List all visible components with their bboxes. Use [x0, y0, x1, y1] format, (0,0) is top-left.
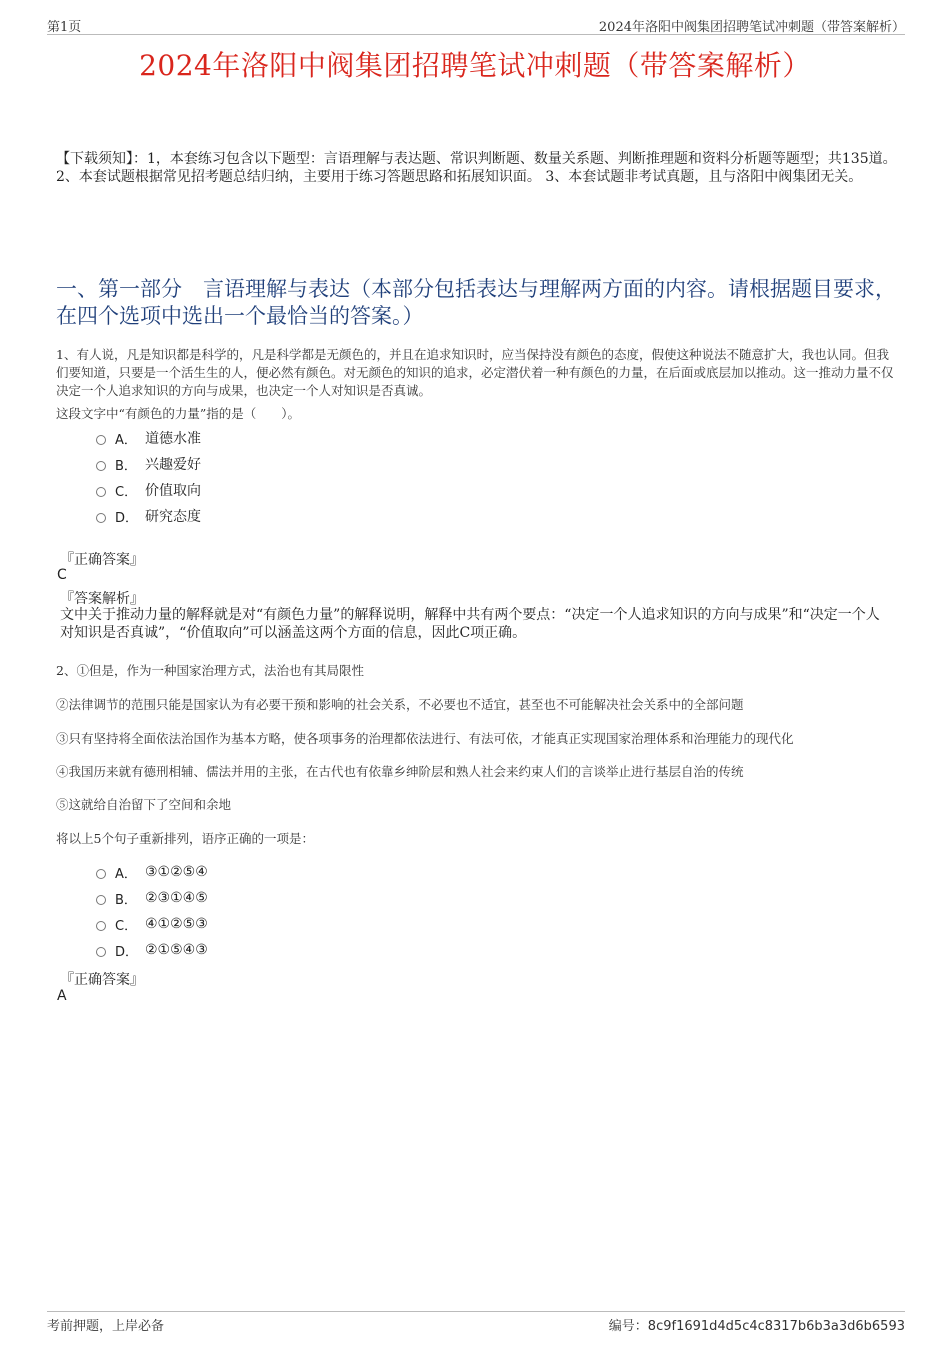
- q2-option-a[interactable]: A． ③①②⑤④: [96, 859, 208, 885]
- q2-sentence-3: ③只有坚持将全面依法治国作为基本方略，使各项事务的治理都依法进行、有法可依，才能真正实现国家治理体系和治理能力的现代化: [56, 731, 794, 746]
- header-doc-title: 2024年洛阳中阀集团招聘笔试冲刺题（带答案解析）: [598, 20, 905, 35]
- q2-sentence-1: 2、①但是，作为一种国家治理方式，法治也有其局限性: [56, 663, 364, 678]
- q1-answer: C: [57, 567, 67, 583]
- q1-answer-label: 『正确答案』: [60, 552, 144, 568]
- q2-option-c[interactable]: C． ④①②⑤③: [96, 911, 208, 937]
- footer-code-label: 编号：: [608, 1319, 648, 1334]
- radio-icon[interactable]: [96, 435, 106, 445]
- q1-analysis-label: 『答案解析』: [60, 591, 144, 607]
- q1-question: 这段文字中“有颜色的力量”指的是（ ）。: [56, 406, 301, 421]
- radio-icon[interactable]: [96, 487, 106, 497]
- footer-slogan: 考前押题，上岸必备: [47, 1319, 165, 1334]
- section-title: 一、第一部分 言语理解与表达（本部分包括表达与理解两方面的内容。请根据题目要求，在四个选项中选出一个最恰当的答案。）: [56, 277, 896, 328]
- radio-icon[interactable]: [96, 921, 106, 931]
- page-header: [47, 14, 905, 35]
- q1-option-d[interactable]: D． 研究态度: [96, 503, 201, 529]
- q2-question: 将以上5个句子重新排列，语序正确的一项是：: [56, 831, 314, 846]
- radio-icon[interactable]: [96, 895, 106, 905]
- page-footer: [47, 1311, 905, 1332]
- q1-analysis: 文中关于推动力量的解释就是对“有颜色力量”的解释说明，解释中共有两个要点：“决定一个人追求知识的方向与成果”和“决定一个人对知识是否真诚”，“价值取向”可以涵盖这两个方面的信息，因此C项正确。: [60, 607, 880, 641]
- q1-option-a[interactable]: A． 道德水准: [96, 425, 201, 451]
- q2-answer: A: [57, 988, 67, 1004]
- radio-icon[interactable]: [96, 461, 106, 471]
- radio-icon[interactable]: [96, 869, 106, 879]
- q2-sentence-2: ②法律调节的范围只能是国家认为有必要干预和影响的社会关系，不必要也不适宜，甚至也不可能解决社会关系中的全部问题: [56, 697, 744, 712]
- footer-code-value: 8c9f1691d4d5c4c8317b6b3a3d6b6593: [647, 1319, 905, 1334]
- radio-icon[interactable]: [96, 513, 106, 523]
- q2-sentence-4: ④我国历来就有德刑相辅、儒法并用的主张，在古代也有依靠乡绅阶层和熟人社会来约束人们的言谈举止进行基层自治的传统: [56, 764, 744, 779]
- q2-options: [96, 859, 208, 963]
- radio-icon[interactable]: [96, 947, 106, 957]
- q1-options: [96, 425, 201, 529]
- q2-answer-label: 『正确答案』: [60, 972, 144, 988]
- download-notice: 【下载须知】：1，本套练习包含以下题型：言语理解与表达题、常识判断题、数量关系题、判断推理题和资料分析题等题型；共135道。 2、本套试题根据常见招考题总结归纳，主要用于练习答题思路和拓展知识面。 3、本套试题非考试真题，且与洛阳中阀集团无关。: [56, 151, 897, 185]
- q1-stem: 1、有人说，凡是知识都是科学的，凡是科学都是无颜色的，并且在追求知识时，应当保持没有颜色的态度，假使这种说法不随意扩大，我也认同。但我们要知道，只要是一个活生生的人，便必然有颜色。对无颜色的知识的追求，必定潜伏着一种有颜色的力量，在后面或底层加以推动。这一推动力量不仅决定一个人追求知识的方向与成果，也决定一个人对知识是否真诚。: [56, 347, 894, 398]
- q2-option-d[interactable]: D． ②①⑤④③: [96, 937, 208, 963]
- q2-sentence-5: ⑤这就给自治留下了空间和余地: [56, 797, 232, 812]
- footer-code: [609, 1315, 905, 1334]
- q1-option-b[interactable]: B． 兴趣爱好: [96, 451, 201, 477]
- page-number: 第1页: [47, 20, 82, 35]
- q2-option-b[interactable]: B． ②③①④⑤: [96, 885, 208, 911]
- q1-option-c[interactable]: C． 价值取向: [96, 477, 201, 503]
- page-title: 2024年洛阳中阀集团招聘笔试冲刺题（带答案解析）: [139, 49, 811, 82]
